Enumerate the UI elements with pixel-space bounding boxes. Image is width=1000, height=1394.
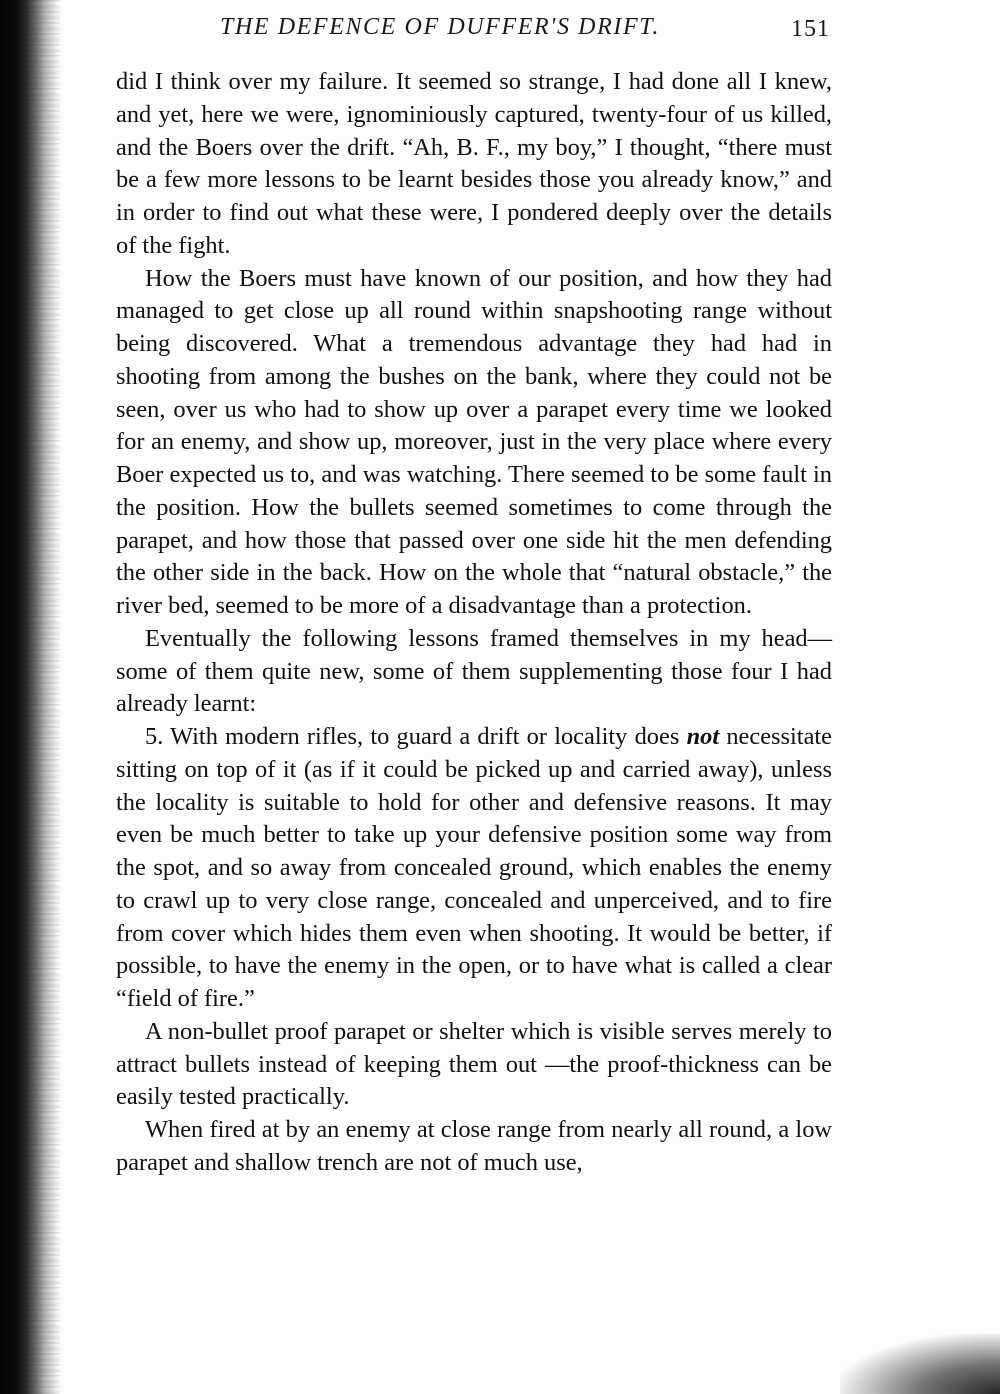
page-number: 151 bbox=[791, 16, 830, 42]
corner-scan-smudge bbox=[840, 1334, 1000, 1394]
lesson-5-text-end: necessitate sitting on top of it (as if it could be picked up and carried away), unless the locality is suitable to hold for other and defensive reasons. It may even be much better to take up your defensive position some way from the spot, and so away from concealed ground, which enables the enemy to crawl up to very close range, concealed and unperceived, and to fire from cover which hides them even when shooting. It would be better, if possible, to have the enemy in the open, or to have what is called a clear “field of fire.” bbox=[116, 723, 832, 1012]
page-header bbox=[220, 14, 830, 50]
paragraph-1: did I think over my failure. It seemed so strange, I had done all I knew, and yet, here we were, ignominiously captured, twenty-four of us killed, and the Boers over the drift. “Ah, B. F., my boy,” I thought, “there must be a few more lessons to be learnt besides those you already know,” and in order to find out what these were, I pondered deeply over the details of the fight. bbox=[116, 68, 832, 259]
paragraph-6: When fired at by an enemy at close range from nearly all round, a low parapet and shallow trench are not of much use, bbox=[116, 1116, 832, 1176]
paragraph-5: A non-bullet proof parapet or shelter which is visible serves merely to attract bullets instead of keeping them out —the proof-thickness can be easily tested practically. bbox=[116, 1017, 832, 1111]
running-title: THE DEFENCE OF DUFFER'S DRIFT. bbox=[220, 14, 660, 40]
paragraph-4-lesson-5 bbox=[116, 721, 832, 1016]
binding-scan-noise bbox=[20, 0, 60, 1394]
lesson-5-text-start: 5. With modern rifles, to guard a drift or locality does bbox=[145, 723, 687, 750]
paragraph-2: How the Boers must have known of our position, and how they had managed to get close up all round within snapshooting range without being discovered. What a tremendous advantage they had had in shooting from among the bushes on the bank, where they could not be seen, over us who had to show up over a parapet every time we looked for an enemy, and show up, moreover, just in the very place where every Boer expected us to, and was watching. There seemed to be some fault in the position. How the bullets seemed sometimes to come through the parapet, and how those that passed over one side hit the men defending the other side in the back. How on the whole that “natural obstacle,” the river bed, seemed to be more of a disadvantage than a protection. bbox=[116, 264, 832, 619]
emphasis-not: not bbox=[686, 723, 720, 750]
paragraph-3: Eventually the following lessons framed themselves in my head—some of them quite new, some of them supplementing those four I had already learnt: bbox=[116, 624, 832, 718]
body-text bbox=[116, 66, 832, 1180]
